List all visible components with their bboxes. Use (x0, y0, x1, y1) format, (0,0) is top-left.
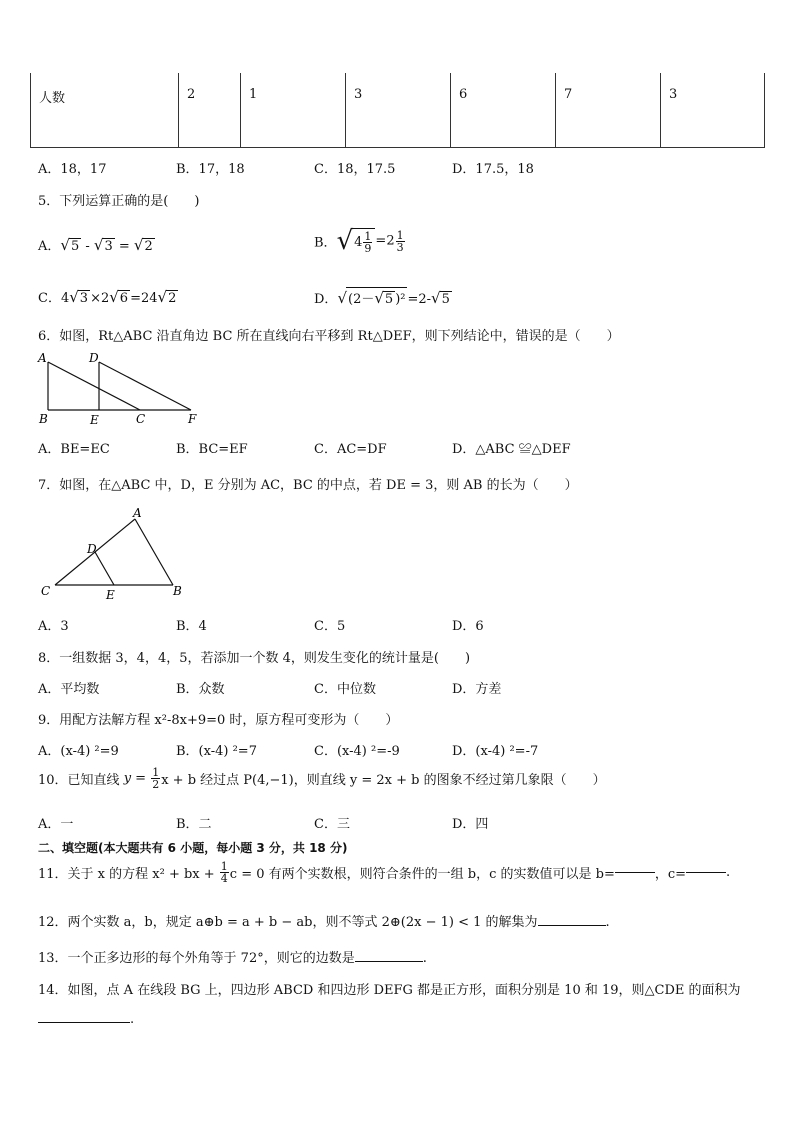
q4-option-a: A．18，17 (38, 162, 107, 177)
radicand: 2 (144, 239, 153, 254)
point-label-f: F (188, 412, 197, 426)
table-cell: 1 (241, 73, 346, 147)
point-label-b: B (173, 584, 182, 598)
q6-option-c: C．AC=DF (314, 442, 387, 457)
option-label: D． (314, 292, 338, 307)
section-title: 二、填空题(本大题共有 6 小题，每小题 3 分，共 18 分) (38, 841, 348, 855)
stem-text: . (130, 1012, 135, 1027)
table-row (31, 73, 765, 147)
segment-ac (48, 362, 140, 410)
operator: = (114, 239, 134, 254)
fraction-numerator: 1 (396, 228, 404, 242)
answer-blank-c[interactable] (686, 872, 726, 873)
operator: =2 (375, 233, 395, 249)
q7-option-d: D．6 (452, 619, 484, 634)
q7-option-c: C．5 (314, 619, 346, 634)
q6-option-a: A．BE=EC (38, 442, 110, 457)
frequency-table (30, 73, 765, 148)
equation-part: y = (123, 771, 151, 786)
q5-stem: 5．下列运算正确的是( ) (38, 194, 200, 209)
q10-option-a: A．一 (38, 817, 74, 832)
q6-stem: 6．如图，Rt△ABC 沿直角边 BC 所在直线向右平移到 Rt△DEF，则下列结论中，错误的是（ ） (38, 329, 620, 344)
table-cell: 2 (179, 73, 241, 147)
q8-stem: 8．一组数据 3，4，4，5，若添加一个数 4，则发生变化的统计量是( ) (38, 651, 471, 666)
table-cell: 3 (346, 73, 451, 147)
answer-blank[interactable] (538, 925, 606, 926)
radicand: 5 (441, 292, 450, 307)
fraction-denominator: 4 (220, 872, 228, 885)
radicand: 6 (119, 291, 129, 306)
fraction-denominator: 3 (396, 240, 404, 254)
point-label-e: E (90, 413, 99, 427)
q14-answer-line (38, 1012, 134, 1027)
q10-stem (38, 767, 606, 790)
operator: ×2 (90, 291, 110, 306)
stem-text: . (605, 915, 610, 930)
point-label-c: C (41, 584, 51, 598)
table-cell: 6 (451, 73, 556, 147)
q9-option-d: D．(x-4) ²=-7 (452, 744, 539, 759)
option-label: A． (38, 239, 61, 254)
fraction-denominator: 9 (364, 242, 372, 255)
stem-text: . (422, 951, 427, 966)
q14-stem: 14．如图，点 A 在线段 BG 上，四边形 ABCD 和四边形 DEFG 都是正方形，面积分别是 10 和 19，则△CDE 的面积为 (38, 983, 741, 998)
segment-df (99, 362, 191, 410)
point-label-d: D (89, 351, 99, 365)
q10-option-c: C．三 (314, 817, 350, 832)
q11-stem (38, 861, 730, 884)
stem-text: 12．两个实数 a，b，规定 a⊕b = a + b − ab，则不等式 2⊕(2x − 1) < 1 的解集为 (38, 915, 538, 930)
q8-option-b: B．众数 (176, 682, 225, 697)
fraction-numerator: 1 (220, 860, 228, 873)
radicand: 3 (104, 239, 113, 254)
operator: =2- (407, 292, 432, 307)
q8-option-a: A．平均数 (38, 682, 100, 697)
point-label-a: A (38, 351, 47, 365)
fraction-numerator: 1 (364, 230, 372, 243)
q6-figure (35, 350, 200, 428)
point-label-c: C (136, 412, 146, 426)
stem-text: . (726, 865, 731, 880)
radicand: 5 (384, 292, 394, 307)
q9-option-b: B．(x-4) ²=7 (176, 744, 257, 759)
stem-text: ，c= (654, 867, 687, 882)
expression: )² (395, 292, 406, 307)
point-label-b: B (39, 412, 48, 426)
whole-number: 4 (354, 235, 363, 250)
expression: (2－ (348, 292, 375, 307)
q9-stem: 9．用配方法解方程 x²-8x+9=0 时，原方程可变形为（ ） (38, 713, 399, 728)
q7-stem: 7．如图，在△ABC 中，D，E 分别为 AC，BC 的中点，若 DE = 3，则 AB 的长为（ ） (38, 478, 578, 493)
radicand: 5 (70, 239, 80, 254)
answer-blank[interactable] (355, 961, 423, 962)
operator: =24 (130, 291, 158, 306)
q5-option-b: B．√4 $\frac{1}{9}$ =2 $\frac{1}{3}$ (314, 226, 404, 256)
q4-option-c: C．18，17.5 (314, 162, 396, 177)
q7-option-a: A．3 (38, 619, 69, 634)
table-cell: 3 (661, 73, 765, 147)
q7-figure (35, 505, 195, 603)
stem-text: x + b 经过点 P(4,−1)，则直线 y = 2x + b 的图象不经过第几象限（ ） (161, 773, 606, 788)
table-cell: 人数 (31, 73, 179, 147)
q9-option-c: C．(x-4) ²=-9 (314, 744, 400, 759)
option-label: C．4 (38, 291, 70, 306)
radicand: 3 (79, 291, 89, 306)
answer-blank-b[interactable] (615, 872, 655, 873)
q10-option-b: B．二 (176, 817, 212, 832)
point-label-d: D (87, 542, 97, 556)
q8-option-d: D．方差 (452, 682, 502, 697)
fraction-numerator: 1 (152, 766, 160, 779)
q9-option-a: A．(x-4) ²=9 (38, 744, 119, 759)
q7-option-b: B．4 (176, 619, 207, 634)
q8-option-c: C．中位数 (314, 682, 376, 697)
stem-text: 13．一个正多边形的每个外角等于 72°，则它的边数是 (38, 951, 355, 966)
stem-text: 11．关于 x 的方程 x² + bx + (38, 867, 219, 882)
q6-option-d: D．△ABC ≌△DEF (452, 442, 571, 457)
q5-option-c: C．4√3 ×2√6 =24√2 (38, 288, 177, 306)
q4-option-b: B．17，18 (176, 162, 245, 177)
option-label: B． (314, 235, 337, 251)
stem-text: 10．已知直线 (38, 773, 124, 788)
radicand: 2 (168, 291, 177, 306)
q5-option-d: D．√(2－√5 )² =2-√5 (314, 289, 450, 307)
point-label-e: E (106, 588, 115, 602)
q13-stem (38, 947, 427, 966)
operator: - (81, 239, 94, 254)
q4-option-d: D．17.5，18 (452, 162, 534, 177)
segment-de (95, 552, 114, 585)
stem-text: c = 0 有两个实数根，则符合条件的一组 b，c 的实数值可以是 b= (229, 867, 615, 882)
segment-ab (135, 519, 173, 585)
q5-option-a: A．√5 - √3 = √2 (38, 236, 153, 254)
q10-option-d: D．四 (452, 817, 489, 832)
point-label-a: A (133, 506, 142, 520)
q12-stem (38, 911, 610, 930)
q6-option-b: B．BC=EF (176, 442, 248, 457)
fraction-denominator: 2 (152, 778, 160, 791)
answer-blank[interactable] (38, 1022, 130, 1023)
table-cell: 7 (556, 73, 661, 147)
